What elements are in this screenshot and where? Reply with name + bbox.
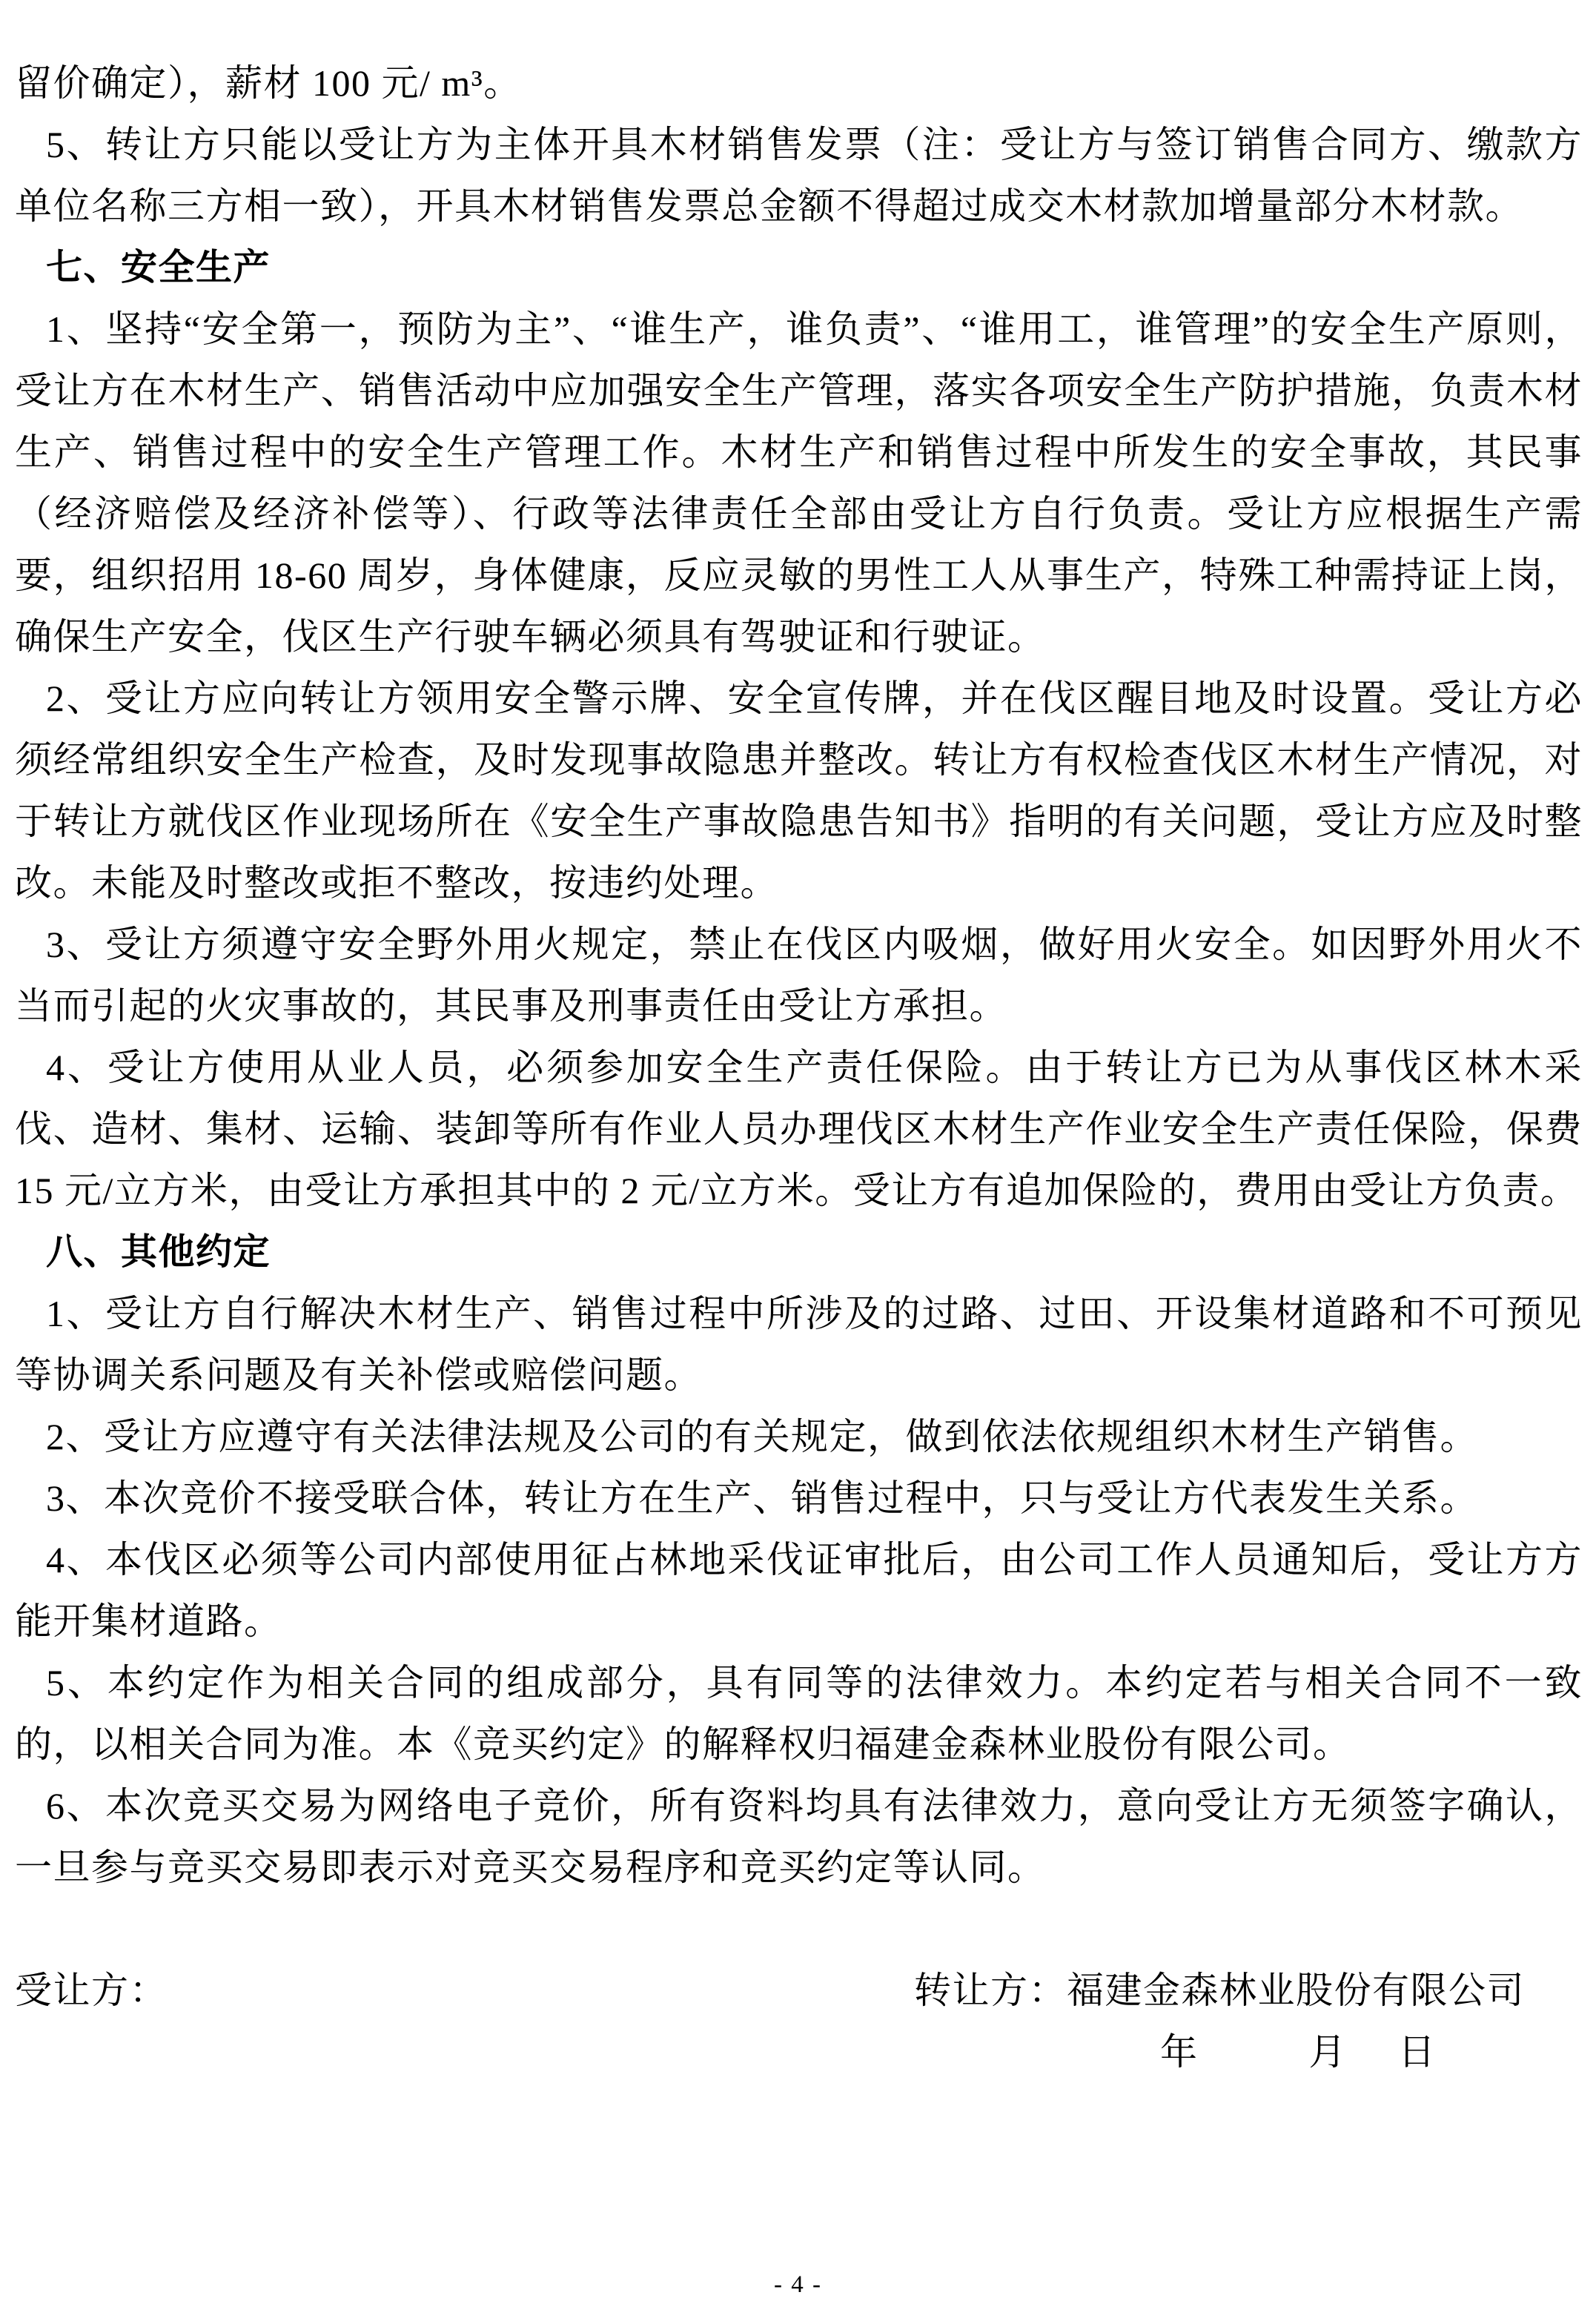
- paragraph-safety-3: 3、受让方须遵守安全野外用火规定，禁止在伐区内吸烟，做好用火安全。如因野外用火不当而引起的火灾事故的，其民事及刑事责任由受让方承担。: [15, 924, 1583, 1027]
- signature-date-row: [15, 2021, 1583, 2083]
- section-heading-8-other: 八、其他约定: [46, 1232, 271, 1272]
- signature-row: [15, 1960, 1583, 2021]
- paragraph-safety-2: 2、受让方应向转让方领用安全警示牌、安全宣传牌，并在伐区醒目地及时设置。受让方必须经常组织安全生产检查，及时发现事故隐患并整改。转让方有权检查伐区木材生产情况，对于转让方就伐区作业现场所在《安全生产事故隐患告知书》指明的有关问题，受让方应及时整改。未能及时整改或拒不整改，按违约处理。: [15, 678, 1583, 904]
- paragraph-price-tail: 留价确定），薪材 100 元/ m³。: [15, 62, 522, 104]
- transferor-name: 福建金森林业股份有限公司: [1067, 1970, 1525, 2011]
- paragraph-other-3: 3、本次竞价不接受联合体，转让方在生产、销售过程中，只与受让方代表发生关系。: [46, 1477, 1478, 1519]
- paragraph-safety-1: 1、坚持“安全第一，预防为主”、“谁生产，谁负责”、“谁用工，谁管理”的安全生产原则，受让方在木材生产、销售活动中应加强安全生产管理，落实各项安全生产防护措施，负责木材生产、销售过程中的安全生产管理工作。木材生产和销售过程中所发生的安全事故，其民事（经济赔偿及经济补偿等）、行政等法律责任全部由受让方自行负责。受让方应根据生产需要，组织招用 18-60 周岁，身体健康，反应灵敏的男性工人从事生产，特殊工种需持证上岗，确保生产安全，伐区生产行驶车辆必须具有驾驶证和行驶证。: [15, 308, 1583, 658]
- page-number: - 4 -: [774, 2271, 822, 2298]
- date-year-label: 年: [1160, 2031, 1199, 2073]
- transferor-block: [914, 1960, 1525, 2021]
- transferor-label: 转让方：: [914, 1970, 1067, 2011]
- transferee-label: 受让方：: [15, 1970, 168, 2011]
- paragraph-other-4: 4、本伐区必须等公司内部使用征占林地采伐证审批后，由公司工作人员通知后，受让方方能开集材道路。: [15, 1539, 1583, 1642]
- paragraph-other-5: 5、本约定作为相关合同的组成部分，具有同等的法律效力。本约定若与相关合同不一致的，以相关合同为准。本《竞买约定》的解释权归福建金森林业股份有限公司。: [15, 1662, 1583, 1765]
- paragraph-safety-4: 4、受让方使用从业人员，必须参加安全生产责任保险。由于转让方已为从事伐区林木采伐、造材、集材、运输、装卸等所有作业人员办理伐区木材生产作业安全生产责任保险，保费 15 元/立方米，由受让方承担其中的 2 元/立方米。受让方有追加保险的，费用由受让方负责。: [15, 1047, 1583, 1211]
- date-month-label: 月: [1308, 2031, 1347, 2073]
- paragraph-other-2: 2、受让方应遵守有关法律法规及公司的有关规定，做到依法依规组织木材生产销售。: [46, 1416, 1478, 1457]
- paragraph-other-6: 6、本次竞买交易为网络电子竞价，所有资料均具有法律效力，意向受让方无须签字确认，一旦参与竞买交易即表示对竞买交易程序和竞买约定等认同。: [15, 1785, 1583, 1888]
- paragraph-other-1: 1、受让方自行解决木材生产、销售过程中所涉及的过路、过田、开设集材道路和不可预见等协调关系问题及有关补偿或赔偿问题。: [15, 1293, 1583, 1396]
- date-day-label: 日: [1398, 2031, 1437, 2073]
- section-heading-7-safety: 七、安全生产: [46, 248, 271, 288]
- paragraph-clause-6-5: 5、转让方只能以受让方为主体开具木材销售发票（注：受让方与签订销售合同方、缴款方单位名称三方相一致），开具木材销售发票总金额不得超过成交木材款加增量部分木材款。: [15, 124, 1583, 227]
